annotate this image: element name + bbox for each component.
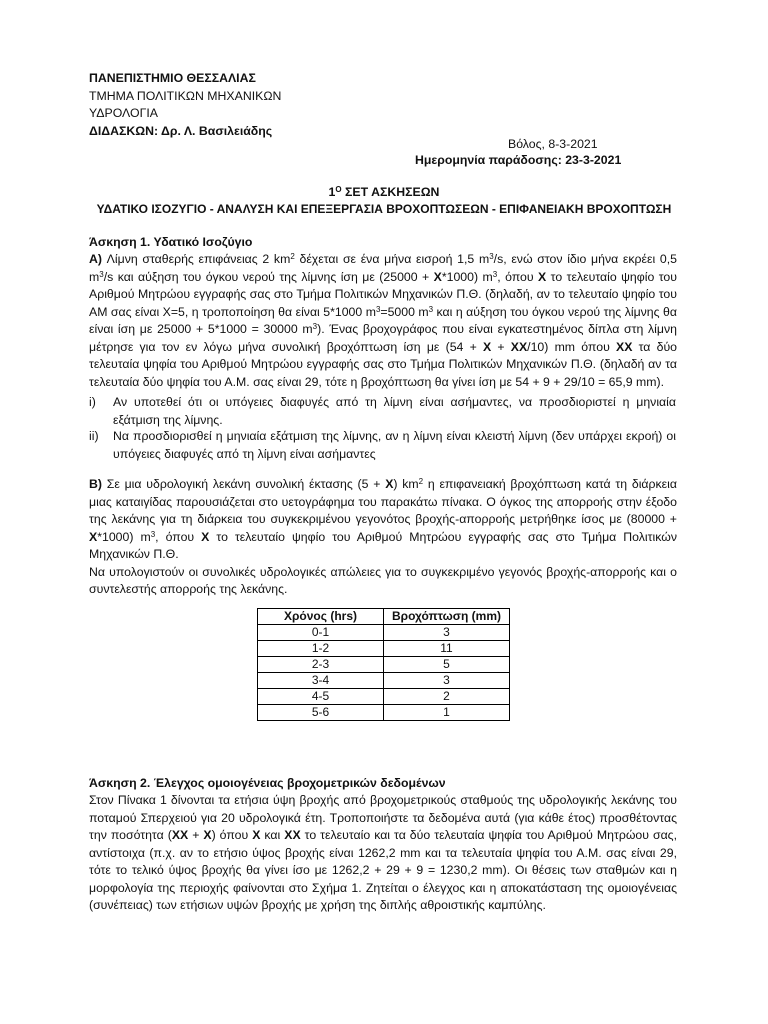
time-cell: 0-1 xyxy=(258,625,384,641)
part-b-bold-x2: X xyxy=(89,529,98,544)
part-b-sup-1: 2 xyxy=(418,477,424,486)
question-item xyxy=(89,394,676,429)
part-a-sup-1: 2 xyxy=(290,252,295,261)
column-header-time: Χρόνος (hrs) xyxy=(258,609,384,625)
part-a-text-3: /s, ενώ στον ίδιο μήνα εκρέει 0,5 m xyxy=(89,252,678,284)
course-name: ΥΔΡΟΛΟΓΙΑ xyxy=(89,106,158,120)
part-b-question: Να υπολογιστούν οι συνολικές υδρολογικές απώλειες για το συγκεκριμένο γεγονός βροχής-απορροής και ο συντελεστής απορροής της λεκάνης. xyxy=(89,564,677,596)
set-number: 1 xyxy=(328,185,336,199)
due-date: Ημερομηνία παράδοσης: 23-3-2021 xyxy=(415,153,622,167)
table-row xyxy=(258,689,510,705)
part-a-label: A) xyxy=(89,252,102,266)
place-date: Βόλος, 8-3-2021 xyxy=(508,137,598,151)
exercise-1-part-a xyxy=(89,251,677,391)
ex2-text-3: ) όπου xyxy=(211,828,253,842)
part-b-sup-2: 3 xyxy=(150,529,156,539)
part-b-bold-x1: X xyxy=(385,477,394,491)
part-a-text-11: + xyxy=(491,339,511,354)
rainfall-cell: 3 xyxy=(384,625,510,641)
rainfall-table xyxy=(257,608,510,721)
exercise-1-heading: Άσκηση 1. Υδατικό Ισοζύγιο xyxy=(89,235,253,249)
part-a-bold-xx2: XX xyxy=(616,339,633,354)
part-b-bold-x3: X xyxy=(201,529,210,544)
ex2-bold-x2: X xyxy=(252,828,261,842)
table-row xyxy=(258,673,510,689)
university-name: ΠΑΝΕΠΙΣΤΗΜΙΟ ΘΕΣΣΑΛΙΑΣ xyxy=(89,71,256,85)
question-text: Αν υποτεθεί ότι οι υπόγειες διαφυγές από τη λίμνη είναι ασήμαντες, να προσδιοριστεί η μηνιαία εξάτμιση της λίμνης. xyxy=(113,395,676,427)
time-cell: 2-3 xyxy=(258,657,384,673)
rainfall-cell: 3 xyxy=(384,673,510,689)
part-a-sup-4: 3 xyxy=(492,269,498,279)
exercise-2-heading: Άσκηση 2. Έλεγχος ομοιογένειας βροχομετρικών δεδομένων xyxy=(89,776,446,790)
part-a-text-2: δέχεται σε ένα μήνα εισροή 1,5 m xyxy=(294,252,490,266)
part-a-text-1: Λίμνη σταθερής επιφάνειας 2 km xyxy=(101,252,291,266)
part-b-text-6: το τελευταίο ψηφίο του Αριθμού Μητρώου εγγραφής σας στο Τμήμα Πολιτικών Μηχανικών Π.Θ. xyxy=(89,529,677,561)
part-a-text-5: *1000) m xyxy=(441,269,493,284)
part-a-text-7: το τελευταίο ψηφίο του Αριθμού Μητρώου εγγραφής σας στο Τμήμα Πολιτικών Μηχανικών Π.Θ. (δηλαδή, αν το τελευταίο ψηφίο του ΑΜ σας είναι X=5, η τροποποίηση θα είναι 5*1000 m xyxy=(89,269,677,319)
part-a-bold-x1: X xyxy=(433,269,442,284)
part-a-text-6: , όπου xyxy=(497,269,539,284)
table-row xyxy=(258,657,510,673)
question-item xyxy=(89,428,676,463)
part-a-text-9: και η αύξηση του όγκου νερού της λίμνης θα είναι ίση με 25000 + 5*1000 = 30000 m xyxy=(89,304,677,336)
column-header-rainfall: Βροχόπτωση (mm) xyxy=(384,609,510,625)
department-name: ΤΜΗΜΑ ΠΟΛΙΤΙΚΩΝ ΜΗΧΑΝΙΚΩΝ xyxy=(89,88,282,103)
ex2-text-1: Στον Πίνακα 1 δίνονται τα ετήσια ύψη βροχής από βροχομετρικούς σταθμούς της υδρολογικής λεκάνης του ποταμού Σπερχειού για 20 υδρολογικά έτη. Τροποποιήστε τα δεδομένα αυτά (για κάθε έτος) προσθέτοντας την ποσότητα ( xyxy=(89,793,677,842)
time-cell: 3-4 xyxy=(258,673,384,689)
part-a-sup-7: 3 xyxy=(312,322,318,331)
part-a-text-12: /10) mm όπου xyxy=(527,339,616,354)
instructor-line: ΔΙΔΑΣΚΩΝ: Δρ. Λ. Βασιλειάδης xyxy=(89,123,273,138)
part-a-sup-3: 3 xyxy=(99,269,104,279)
rainfall-cell: 11 xyxy=(384,641,510,657)
set-title xyxy=(89,184,679,202)
part-a-sup-2: 3 xyxy=(489,252,494,261)
question-number: ii) xyxy=(89,429,99,443)
part-b-text-2: ) km xyxy=(393,477,419,491)
part-a-text-10: ). Ένας βροχογράφος που είναι εγκατεστημένος δίπλα στη λίμνη μέτρησε για τον εν λόγω μήνα συνολική βροχόπτωση ίση με (54 + xyxy=(89,322,677,354)
rainfall-cell: 1 xyxy=(384,705,510,721)
question-number: i) xyxy=(89,395,96,409)
part-b-label: B) xyxy=(89,477,102,491)
set-title-rest: ΣΕΤ ΑΣΚΗΣΕΩΝ xyxy=(341,185,440,199)
ex2-bold-x1: X xyxy=(203,828,212,842)
ex2-text-5: το τελευταίο και τα δύο τελευταία ψηφία του Αριθμού Μητρώου σας, αντίστοιχα (π.χ. αν το ετήσιο ύψος βροχής είναι 1262,2 mm και τα τελευταία ψηφία του Α.Μ. σας είναι 29, τότε το τελικό ύψος βροχής θα γίνει ίσο με 1262,2 + 29 + 9 = 1230,2 mm). Οι θέσεις των σταθμών και η μορφολογία της περιοχής φαίνονται στο Σχήμα 1. Ζητείται ο έλεγχος και η αποκατάσταση της ομοιογένειας (συνέπειας) των ετήσιων υψών βροχής με χρήση της διπλής αθροιστικής καμπύλης. xyxy=(89,828,678,912)
exercise-1-part-b xyxy=(89,476,677,599)
part-a-sup-6: 3 xyxy=(428,304,434,314)
rainfall-cell: 2 xyxy=(384,689,510,705)
part-a-sup-5: 3 xyxy=(375,304,381,314)
part-a-text-4: /s και αύξηση του όγκου νερού της λίμνης ίση με (25000 + xyxy=(103,269,434,284)
ex2-text-2: + xyxy=(188,828,204,842)
part-b-text-4: *1000) m xyxy=(97,529,151,544)
exercise-2-body xyxy=(89,792,677,915)
ex2-bold-xx2: XX xyxy=(284,828,301,842)
time-cell: 4-5 xyxy=(258,689,384,705)
header-block xyxy=(89,70,489,140)
set-subtitle: ΥΔΑΤΙΚΟ ΙΣΟΖΥΓΙΟ - ΑΝΑΛΥΣΗ ΚΑΙ ΕΠΕΞΕΡΓΑΣΙΑ ΒΡΟΧΟΠΤΩΣΕΩΝ - ΕΠΙΦΑΝΕΙΑΚΗ ΒΡΟΧΟΠΤΩΣΗ xyxy=(96,202,672,216)
part-a-text-8: =5000 m xyxy=(380,304,429,319)
ex2-bold-xx1: XX xyxy=(171,828,189,842)
time-cell: 5-6 xyxy=(258,705,384,721)
part-b-text-5: , όπου xyxy=(155,529,202,544)
time-cell: 1-2 xyxy=(258,641,384,657)
ex2-text-4: και xyxy=(260,828,285,842)
set-number-sup: Ο xyxy=(335,185,342,194)
table-header-row xyxy=(258,609,510,625)
table-row xyxy=(258,705,510,721)
question-text: Να προσδιορισθεί η μηνιαία εξάτμιση της λίμνης, αν η λίμνη είναι κλειστή λίμνη (δεν υπάρχει εκροή) οι υπόγειες διαφυγές από τη λίμνη είναι ασήμαντες xyxy=(113,429,676,461)
part-b-text-3: η επιφανειακή βροχόπτωση κατά τη διάρκεια μιας καταιγίδας παρουσιάζεται στο υετογράφημα του παρακάτω πίνακα. Ο όγκος της απορροής στην έξοδο της λεκάνης για τη διάρκεια του συγκεκριμένου γεγονότος βροχής-απορροής μετρήθηκε ίσος με (80000 + xyxy=(89,477,678,526)
part-b-text-1: Σε μια υδρολογική λεκάνη συνολική έκτασης (5 + xyxy=(101,477,386,491)
part-a-text-13: τα δύο τελευταία ψηφία του Αριθμού Μητρώου εγγραφής σας στο Τμήμα Πολιτικών Μηχανικών Π.Θ. (δηλαδή αν τα τελευταία δύο ψηφία του Α.Μ. σας είναι 29, τότε η βροχόπτωση θα γίνει ίση με 54 + 9 + 29/10 = 65,9 mm). xyxy=(89,339,678,389)
part-a-bold-xx1: XX xyxy=(510,339,528,354)
rainfall-cell: 5 xyxy=(384,657,510,673)
part-a-bold-x2: X xyxy=(538,269,547,284)
table-row xyxy=(258,625,510,641)
part-a-bold-x3: X xyxy=(482,339,492,354)
table-row xyxy=(258,641,510,657)
